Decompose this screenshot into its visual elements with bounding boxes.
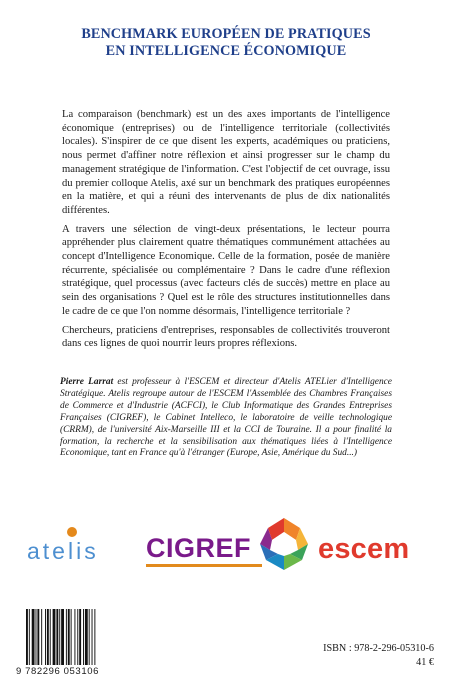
barcode-bar: [92, 609, 93, 665]
barcode-bar: [71, 609, 72, 665]
barcode-bar: [79, 609, 81, 665]
price: 41 €: [416, 657, 434, 668]
isbn-number: ISBN : 978-2-296-05310-6: [323, 643, 434, 654]
book-title: [0, 26, 452, 60]
barcode-bar: [45, 609, 46, 665]
summary-paragraph-3: Chercheurs, praticiens d'entreprises, responsables de collectivités trouveront dans ces lignes de quoi nourrir leurs propres réflexions.: [62, 324, 390, 350]
barcode-bar: [59, 609, 60, 665]
barcode-bar: [83, 609, 84, 665]
barcode-bar: [29, 609, 30, 665]
barcode-bar: [26, 609, 28, 665]
cigref-underline: [146, 564, 262, 567]
author-name: Pierre Larrat: [60, 377, 114, 387]
barcode-bar: [36, 609, 37, 665]
barcode-bar: [74, 609, 75, 665]
title-line-2: EN INTELLIGENCE ÉCONOMIQUE: [105, 43, 347, 59]
summary-paragraph-2: A travers une sélection de vingt-deux présentations, le lecteur pourra appréhender plus clairement quatre thématiques communément attachées au concept d'Intelligence Economique. Celle de la formation, posée de manière récurrente, spécialisée ou complémentaire ? Dans le cadre d'une réflexion stratégique, quel processus (avec facteurs clés de succès) mettre en place au sein des organisations ? Quel est le rôle des structures institutionnelles dans le cadre de ce que l'on nomme désormais, l'intelligence territoriale ?: [62, 223, 390, 317]
barcode-bar: [56, 609, 58, 665]
barcode-bar: [68, 609, 70, 665]
escem-logo: escem: [318, 533, 410, 565]
author-bio-text: est professeur à l'ESCEM et directeur d'Atelis ATELier d'Intelligence Stratégique. Atelis regroupe autour de l'ESCEM l'Assemblée des Chambres Françaises de Commerce et d'Industrie (ACFCI), le Club Informatique des Grandes Entreprises Françaises (CIGREF), le Cabinet Intelleco, le laboratoire de veille technologique (CRRM), de l'université Aix-Marseille III et la CCI de Touraine. Il a pour finalité la formation, la recherche et la sensibilisation aux thématiques liées à l'Intelligence Economique, tant en France qu'à l'étranger (Europe, Asie, Amérique du Sud...): [60, 377, 392, 459]
barcode-bar: [94, 609, 95, 665]
barcode-bar: [47, 609, 49, 665]
barcode-bars: [26, 609, 126, 665]
barcode-bar: [66, 609, 67, 665]
barcode-digits: 9 782296 053106: [16, 666, 99, 677]
barcode-bar: [77, 609, 78, 665]
barcode-bar: [61, 609, 64, 665]
title-line-1: BENCHMARK EUROPÉEN DE PRATIQUES: [81, 26, 371, 42]
barcode-bar: [53, 609, 56, 665]
cigref-logo: CIGREF: [146, 533, 252, 563]
author-bio: [60, 377, 392, 460]
barcode-bar: [37, 609, 39, 665]
barcode: [12, 599, 142, 699]
atelis-logo: atelis: [27, 538, 99, 564]
barcode-bar: [50, 609, 51, 665]
isbn-block: [323, 642, 434, 670]
summary-paragraph-1: La comparaison (benchmark) est un des axes importants de l'intelligence économique (entreprises) ou de l'intelligence territoriale (collectivités locales). S'inspirer de ce que disent les experts, académiques ou praticiens, nous permet d'affiner notre réflexion et ainsi progresser sur le champ du management stratégique de l'information. C'est l'objectif de cet ouvrage, issu du premier colloque Atelis, axé sur un benchmark des pratiques européennes en la matière, et qui a réuni des intervenants de plus de dix nationalités différentes.: [62, 109, 390, 216]
partner-logos: [0, 500, 452, 584]
atelis-dot-icon: [67, 527, 77, 537]
barcode-bar: [41, 609, 42, 665]
barcode-bar: [32, 609, 35, 665]
summary-text: [62, 108, 390, 356]
barcode-bar: [85, 609, 88, 665]
barcode-bar: [89, 609, 90, 665]
escem-emblem-icon: [258, 516, 310, 572]
